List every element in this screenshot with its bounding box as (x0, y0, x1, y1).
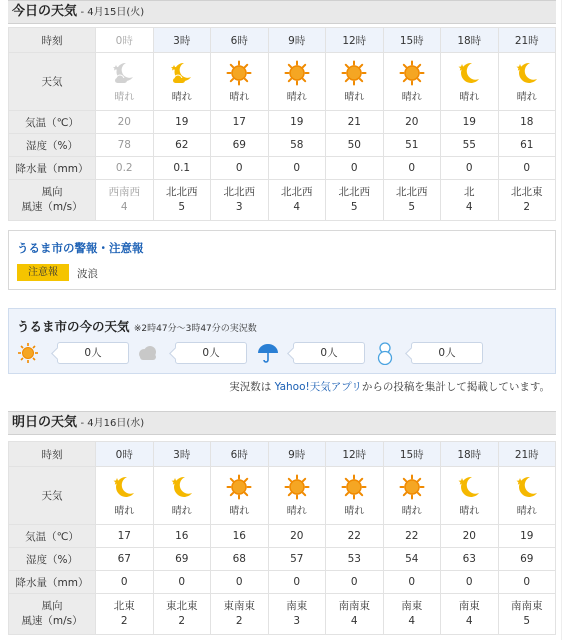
humidity-row (9, 134, 556, 157)
sun-icon (284, 60, 310, 86)
tomorrow-date: - 4月16日(水) (80, 418, 145, 429)
time-cell: 6時 (211, 442, 269, 467)
weather-text: 晴れ (516, 92, 537, 103)
wind-cell (96, 594, 154, 635)
weather-cell (326, 53, 384, 111)
temp-cell: 16 (153, 525, 211, 548)
time-cell: 9時 (268, 442, 326, 467)
humidity-cell: 57 (268, 548, 326, 571)
wind-dir: 北北西 (396, 186, 428, 198)
time-label: 時刻 (9, 28, 96, 53)
sun-icon (399, 60, 425, 86)
precip-cell: 0 (498, 571, 556, 594)
time-label: 時刻 (9, 442, 96, 467)
wind-dir: 南南東 (511, 600, 543, 612)
wind-speed: 2 (120, 615, 128, 627)
weather-cell (268, 53, 326, 111)
wind-speed: 4 (120, 201, 128, 213)
weather-text: 晴れ (344, 506, 365, 517)
weather-text: 晴れ (286, 92, 307, 103)
weather-text: 晴れ (171, 92, 192, 103)
weather-cell-content (326, 474, 383, 517)
wind-dir: 南東 (401, 600, 423, 612)
wind-dir: 北北東 (511, 186, 543, 198)
yahoo-weather-app-link[interactable]: Yahoo!天気アプリ (274, 381, 362, 393)
humidity-cell: 68 (211, 548, 269, 571)
weather-text: 晴れ (401, 506, 422, 517)
weather-text: 晴れ (344, 92, 365, 103)
weather-cell (153, 467, 211, 525)
footer-suffix: からの投稿を集計して掲載しています。 (361, 381, 550, 393)
precip-cell: 0 (326, 571, 384, 594)
wind-cell (96, 180, 154, 221)
wind-cell (441, 594, 499, 635)
weather-cell (383, 467, 441, 525)
humidity-cell: 58 (268, 134, 326, 157)
time-row (9, 28, 556, 53)
weather-cell (383, 53, 441, 111)
precip-cell: 0 (96, 571, 154, 594)
wind-dir: 北東 (113, 600, 135, 612)
moon-star-icon (111, 474, 137, 500)
temp-cell: 22 (383, 525, 441, 548)
precip-cell: 0 (153, 571, 211, 594)
time-row (9, 442, 556, 467)
temp-cell: 20 (268, 525, 326, 548)
precip-label: 降水量（mm） (9, 157, 96, 180)
wind-speed: 4 (293, 201, 301, 213)
weather-label: 天気 (9, 467, 96, 525)
wind-speed: 5 (523, 615, 531, 627)
weather-text: 晴れ (459, 92, 480, 103)
weather-cell-content (384, 60, 441, 103)
humidity-cell: 50 (326, 134, 384, 157)
wind-cell (498, 594, 556, 635)
precip-cell: 0 (383, 571, 441, 594)
now-weather-panel (8, 308, 556, 374)
weather-cell-content (384, 474, 441, 517)
humidity-cell: 55 (441, 134, 499, 157)
now-count-cloudy: 0人 (175, 342, 247, 364)
wind-speed: 4 (465, 615, 473, 627)
humidity-label: 湿度（%） (9, 134, 96, 157)
humidity-cell: 69 (498, 548, 556, 571)
moon-cloud-icon (169, 60, 195, 86)
now-count-sunny: 0人 (57, 342, 129, 364)
today-header (8, 0, 556, 24)
moon-star-icon (456, 474, 482, 500)
time-cell: 18時 (441, 442, 499, 467)
weather-text: 晴れ (401, 92, 422, 103)
wind-cell (268, 594, 326, 635)
precip-cell: 0 (326, 157, 384, 180)
humidity-cell: 63 (441, 548, 499, 571)
humidity-cell: 61 (498, 134, 556, 157)
weather-cell (268, 467, 326, 525)
temp-label: 気温（℃） (9, 525, 96, 548)
temp-row (9, 111, 556, 134)
today-forecast-table (8, 27, 556, 221)
weather-text: 晴れ (229, 92, 250, 103)
humidity-cell: 51 (383, 134, 441, 157)
sun-icon (399, 474, 425, 500)
umbrella-icon (257, 342, 279, 367)
temp-cell: 17 (211, 111, 269, 134)
sun-icon (341, 474, 367, 500)
time-cell: 3時 (153, 442, 211, 467)
time-cell: 6時 (211, 28, 269, 53)
weather-cell (211, 53, 269, 111)
temp-cell: 18 (498, 111, 556, 134)
wind-dir: 北北西 (338, 186, 370, 198)
wind-cell (383, 594, 441, 635)
wind-row (9, 180, 556, 221)
humidity-label: 湿度（%） (9, 548, 96, 571)
precip-cell: 0.1 (153, 157, 211, 180)
now-note: ※2時47分〜3時47分の実況数 (133, 324, 257, 334)
sun-icon (17, 342, 39, 367)
time-cell: 0時 (96, 442, 154, 467)
sun-icon (226, 474, 252, 500)
weather-cell-content (154, 474, 211, 517)
sun-icon (284, 474, 310, 500)
precip-row (9, 571, 556, 594)
now-title-text: うるま市の今の天気 (17, 319, 130, 334)
time-cell: 9時 (268, 28, 326, 53)
temp-cell: 19 (268, 111, 326, 134)
time-cell: 15時 (383, 28, 441, 53)
wind-speed: 5 (350, 201, 358, 213)
wind-cell (153, 180, 211, 221)
weather-cell-content (211, 474, 268, 517)
wind-cell (498, 180, 556, 221)
humidity-cell: 69 (153, 548, 211, 571)
time-cell: 15時 (383, 442, 441, 467)
wind-cell (326, 594, 384, 635)
weather-text: 晴れ (114, 92, 135, 103)
humidity-row (9, 548, 556, 571)
warning-panel (8, 230, 556, 290)
wind-speed: 4 (350, 615, 358, 627)
weather-row (9, 467, 556, 525)
moon-star-icon (456, 60, 482, 86)
precip-cell: 0 (268, 571, 326, 594)
weather-text: 晴れ (171, 506, 192, 517)
wind-speed: 2 (523, 201, 531, 213)
wind-speed: 4 (465, 201, 473, 213)
moon-cloud-gray-icon (111, 60, 137, 86)
warning-badge: 注意報 (17, 264, 69, 281)
footer-note (229, 379, 550, 394)
weather-label: 天気 (9, 53, 96, 111)
weather-text: 晴れ (114, 506, 135, 517)
time-cell: 0時 (96, 28, 154, 53)
wind-speed: 4 (408, 615, 416, 627)
tomorrow-header (8, 411, 556, 435)
weather-cell-content (499, 60, 556, 103)
temp-cell: 20 (441, 525, 499, 548)
wind-dir: 東北東 (166, 600, 198, 612)
weather-row (9, 53, 556, 111)
precip-cell: 0 (441, 571, 499, 594)
temp-cell: 22 (326, 525, 384, 548)
warning-title[interactable]: うるま市の警報・注意報 (17, 241, 144, 255)
temp-cell: 19 (441, 111, 499, 134)
wind-speed: 2 (235, 615, 243, 627)
wind-dir: 南南東 (338, 600, 370, 612)
time-cell: 21時 (498, 28, 556, 53)
time-cell: 18時 (441, 28, 499, 53)
weather-cell (96, 53, 154, 111)
wind-dir: 北 (464, 186, 475, 198)
weather-text: 晴れ (516, 506, 537, 517)
wind-dir: 北北西 (281, 186, 313, 198)
moon-star-icon (514, 474, 540, 500)
moon-star-icon (169, 474, 195, 500)
warning-text: 波浪 (77, 268, 98, 280)
wind-cell (326, 180, 384, 221)
wind-speed: 5 (178, 201, 186, 213)
precip-row (9, 157, 556, 180)
precip-cell: 0.2 (96, 157, 154, 180)
footer-prefix: 実況数は (229, 381, 272, 393)
wind-speed: 3 (293, 615, 301, 627)
wind-speed: 3 (235, 201, 243, 213)
humidity-cell: 54 (383, 548, 441, 571)
wind-speed: 5 (408, 201, 416, 213)
precip-cell: 0 (211, 157, 269, 180)
sun-icon (226, 60, 252, 86)
weather-cell-content (211, 60, 268, 103)
temp-row (9, 525, 556, 548)
weather-cell-content (154, 60, 211, 103)
right-edge (561, 0, 570, 640)
weather-cell-content (96, 474, 153, 517)
weather-text: 晴れ (229, 506, 250, 517)
weather-cell (326, 467, 384, 525)
weather-cell (441, 467, 499, 525)
today-date: - 4月15日(火) (80, 7, 145, 18)
weather-cell-content (499, 474, 556, 517)
wind-cell (211, 594, 269, 635)
wind-speed-label: 風速（m/s） (21, 615, 83, 627)
wind-speed: 2 (178, 615, 186, 627)
wind-dir: 南東 (286, 600, 308, 612)
now-title (17, 317, 257, 335)
wind-cell (441, 180, 499, 221)
weather-text: 晴れ (286, 506, 307, 517)
weather-text: 晴れ (459, 506, 480, 517)
weather-cell-content (96, 60, 153, 103)
temp-cell: 21 (326, 111, 384, 134)
cloud-icon (135, 342, 159, 367)
weather-cell (96, 467, 154, 525)
wind-dir-label: 風向 (41, 600, 63, 612)
tomorrow-forecast-table (8, 441, 556, 635)
wind-dir: 西南西 (108, 186, 140, 198)
wind-row (9, 594, 556, 635)
humidity-cell: 53 (326, 548, 384, 571)
humidity-cell: 62 (153, 134, 211, 157)
time-cell: 12時 (326, 442, 384, 467)
weather-cell (498, 467, 556, 525)
weather-cell (498, 53, 556, 111)
temp-cell: 20 (96, 111, 154, 134)
wind-cell (268, 180, 326, 221)
time-cell: 21時 (498, 442, 556, 467)
time-cell: 12時 (326, 28, 384, 53)
weather-cell-content (269, 474, 326, 517)
wind-label (9, 180, 96, 221)
wind-dir: 北北西 (223, 186, 255, 198)
precip-cell: 0 (441, 157, 499, 180)
tomorrow-title: 明日の天気 (12, 415, 78, 430)
wind-cell (211, 180, 269, 221)
temp-cell: 17 (96, 525, 154, 548)
precip-label: 降水量（mm） (9, 571, 96, 594)
weather-cell-content (441, 60, 498, 103)
precip-cell: 0 (498, 157, 556, 180)
weather-cell (153, 53, 211, 111)
time-cell: 3時 (153, 28, 211, 53)
weather-cell-content (441, 474, 498, 517)
snowman-icon (375, 341, 395, 368)
wind-dir: 東南東 (223, 600, 255, 612)
wind-label (9, 594, 96, 635)
wind-speed-label: 風速（m/s） (21, 201, 83, 213)
wind-dir-label: 風向 (41, 186, 63, 198)
weather-cell-content (326, 60, 383, 103)
precip-cell: 0 (211, 571, 269, 594)
moon-star-icon (514, 60, 540, 86)
precip-cell: 0 (383, 157, 441, 180)
humidity-cell: 69 (211, 134, 269, 157)
temp-cell: 16 (211, 525, 269, 548)
wind-dir: 北北西 (166, 186, 198, 198)
weather-cell (441, 53, 499, 111)
now-count-rain: 0人 (293, 342, 365, 364)
sun-icon (341, 60, 367, 86)
weather-cell-content (269, 60, 326, 103)
now-count-snow: 0人 (411, 342, 483, 364)
precip-cell: 0 (268, 157, 326, 180)
humidity-cell: 78 (96, 134, 154, 157)
weather-cell (211, 467, 269, 525)
temp-label: 気温（℃） (9, 111, 96, 134)
wind-cell (383, 180, 441, 221)
temp-cell: 19 (498, 525, 556, 548)
wind-cell (153, 594, 211, 635)
wind-dir: 南東 (458, 600, 480, 612)
temp-cell: 19 (153, 111, 211, 134)
humidity-cell: 67 (96, 548, 154, 571)
temp-cell: 20 (383, 111, 441, 134)
today-title: 今日の天気 (12, 4, 78, 19)
